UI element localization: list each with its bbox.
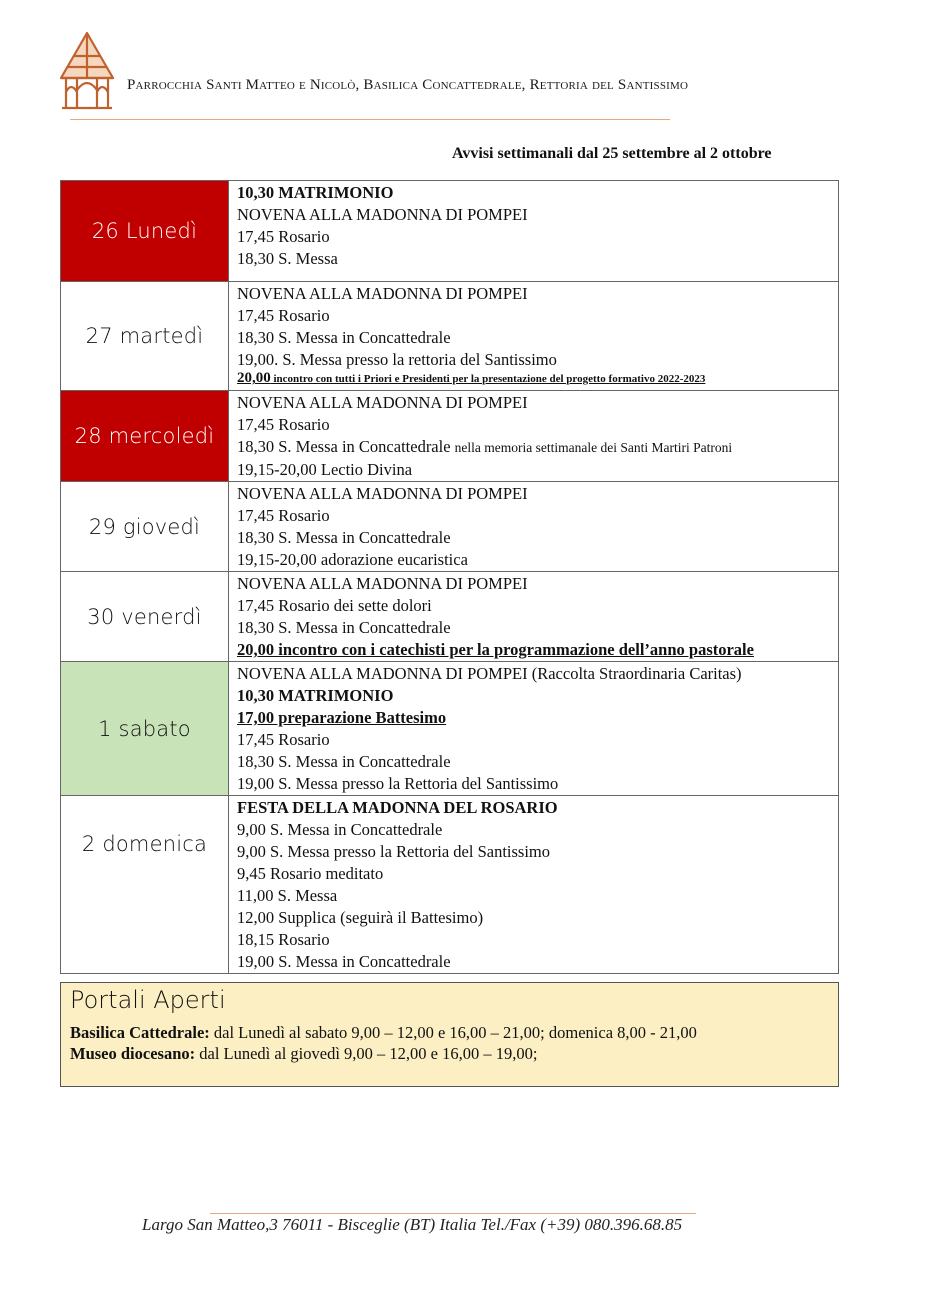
weekly-schedule-table xyxy=(60,180,839,974)
event-item: FESTA DELLA MADONNA DEL ROSARIO xyxy=(237,798,558,817)
event-text: incontro con tutti i Priori e Presidenti per la presentazione del progetto formativo 2022-2023 xyxy=(273,373,706,385)
event-item: NOVENA ALLA MADONNA DI POMPEI xyxy=(237,484,528,503)
day-cell-monday: 26 Lunedì xyxy=(61,181,229,282)
open-portals-title: Portali Aperti xyxy=(70,986,226,1014)
event-item: 17,45 Rosario xyxy=(237,227,330,246)
event-item: 18,30 S. Messa in Concattedrale xyxy=(237,618,451,637)
event-item: 19,00. S. Messa presso la rettoria del Santissimo xyxy=(237,350,557,369)
event-item: NOVENA ALLA MADONNA DI POMPEI (Raccolta Straordinaria Caritas) xyxy=(237,664,742,683)
event-item: 18,30 S. Messa in Concattedrale xyxy=(237,752,451,771)
event-item: 17,00 preparazione Battesimo xyxy=(237,708,447,727)
event-item xyxy=(237,436,838,459)
event-item: 19,00 S. Messa in Concattedrale xyxy=(237,952,451,971)
footer-address: Largo San Matteo,3 76011 - Bisceglie (BT) Italia Tel./Fax (+39) 080.396.68.85 xyxy=(142,1215,683,1234)
event-item: 19,15-20,00 Lectio Divina xyxy=(237,460,413,479)
event-item: 18,30 S. Messa in Concattedrale xyxy=(237,328,451,347)
event-item: 10,30 MATRIMONIO xyxy=(237,183,394,202)
event-text: 18,30 S. Messa in Concattedrale xyxy=(237,437,451,456)
event-item: NOVENA ALLA MADONNA DI POMPEI xyxy=(237,393,528,412)
parish-header-title: Parrocchia Santi Matteo e Nicolò, Basilica Concattedrale, Rettoria del Santissimo xyxy=(127,77,689,93)
event-item: 18,30 S. Messa xyxy=(237,249,338,268)
event-time: 20,00 xyxy=(237,370,271,386)
day-cell-sunday: 2 domenica xyxy=(61,796,229,974)
day-cell-tuesday: 27 martedì xyxy=(61,282,229,391)
event-item: 20,00 incontro con i catechisti per la programmazione dell’anno pastorale xyxy=(237,640,754,659)
schedule-row-thursday xyxy=(61,482,839,572)
event-item xyxy=(237,371,838,386)
events-cell-monday xyxy=(229,181,839,282)
event-item: 9,00 S. Messa presso la Rettoria del Santissimo xyxy=(237,842,551,861)
portal-label: Museo diocesano: xyxy=(70,1044,196,1063)
day-cell-wednesday: 28 mercoledì xyxy=(61,391,229,482)
schedule-row-saturday xyxy=(61,662,839,796)
weekly-notices-title: Avvisi settimanali dal 25 settembre al 2 ottobre xyxy=(452,145,772,162)
events-cell-friday xyxy=(229,572,839,662)
footer-divider xyxy=(210,1213,696,1214)
event-item: 17,45 Rosario dei sette dolori xyxy=(237,596,432,615)
event-item: 11,00 S. Messa xyxy=(237,886,338,905)
open-portals-box xyxy=(60,982,839,1087)
event-item: 18,30 S. Messa in Concattedrale xyxy=(237,528,451,547)
events-cell-thursday xyxy=(229,482,839,572)
schedule-row-wednesday xyxy=(61,391,839,482)
event-item: 19,00 S. Messa presso la Rettoria del Santissimo xyxy=(237,774,559,793)
event-item: 17,45 Rosario xyxy=(237,506,330,525)
basilica-logo-icon xyxy=(56,30,118,110)
event-item: 18,15 Rosario xyxy=(237,930,330,949)
events-cell-sunday xyxy=(229,796,839,974)
portal-label: Basilica Cattedrale: xyxy=(70,1023,210,1042)
schedule-row-sunday xyxy=(61,796,839,974)
event-note: nella memoria settimanale dei Santi Martiri Patroni xyxy=(454,440,733,455)
event-item: NOVENA ALLA MADONNA DI POMPEI xyxy=(237,574,528,593)
portal-hours-line xyxy=(70,1023,697,1043)
portal-hours: dal Lunedì al giovedì 9,00 – 12,00 e 16,00 – 19,00; xyxy=(199,1044,538,1063)
header-divider xyxy=(70,119,670,120)
event-item: NOVENA ALLA MADONNA DI POMPEI xyxy=(237,205,528,224)
event-item: 17,45 Rosario xyxy=(237,306,330,325)
events-cell-saturday xyxy=(229,662,839,796)
event-item: 19,15-20,00 adorazione eucaristica xyxy=(237,550,468,569)
events-cell-wednesday xyxy=(229,391,839,482)
day-cell-saturday: 1 sabato xyxy=(61,662,229,796)
event-item: 10,30 MATRIMONIO xyxy=(237,686,394,705)
day-cell-friday: 30 venerdì xyxy=(61,572,229,662)
portal-hours: dal Lunedì al sabato 9,00 – 12,00 e 16,00 – 21,00; domenica 8,00 - 21,00 xyxy=(213,1023,697,1042)
event-item: 17,45 Rosario xyxy=(237,730,330,749)
schedule-row-friday xyxy=(61,572,839,662)
event-item: 9,45 Rosario meditato xyxy=(237,864,384,883)
event-item: 9,00 S. Messa in Concattedrale xyxy=(237,820,443,839)
events-cell-tuesday xyxy=(229,282,839,391)
portal-hours-line xyxy=(70,1044,537,1064)
schedule-row-monday xyxy=(61,181,839,282)
schedule-row-tuesday xyxy=(61,282,839,391)
day-cell-thursday: 29 giovedì xyxy=(61,482,229,572)
event-item: NOVENA ALLA MADONNA DI POMPEI xyxy=(237,284,528,303)
event-item: 17,45 Rosario xyxy=(237,415,330,434)
event-item: 12,00 Supplica (seguirà il Battesimo) xyxy=(237,908,484,927)
